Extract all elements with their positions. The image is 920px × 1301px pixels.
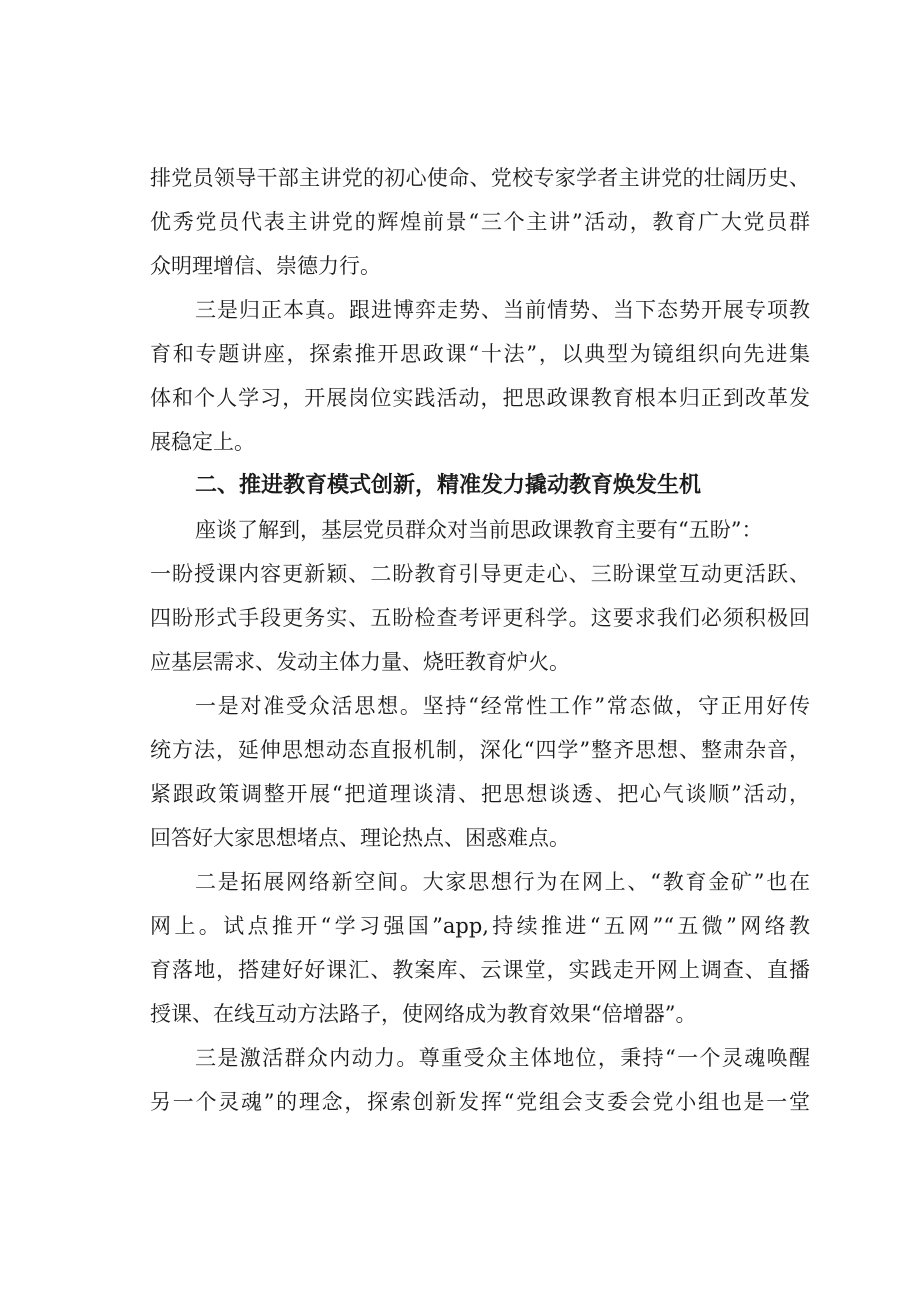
para2-line2: 育和专题讲座，探索推开思政课“十法”，以典型为镜组织向先进集 xyxy=(150,342,810,366)
para6-line1: 三是激活群众内动力。尊重受众主体地位，秉持“一个灵魂唤醒 xyxy=(195,1046,810,1070)
para5-line3: 育落地，搭建好好课汇、教案库、云课堂，实践走开网上调查、直播 xyxy=(150,958,810,982)
para3-line4: 应基层需求、发动主体力量、烧旺教育炉火。 xyxy=(150,650,570,674)
para1-line3: 众明理增信、崇德力行。 xyxy=(150,254,381,278)
section-heading: 二、推进教育模式创新，精准发力撬动教育焕发生机 xyxy=(195,473,702,498)
para4-line3: 紧跟政策调整开展“把道理谈清、把思想谈透、把心气谈顺”活动， xyxy=(150,782,810,806)
para5-line4: 授课、在线互动方法路子，使网络成为教育效果“倍增器”。 xyxy=(150,1002,697,1026)
para3-line3: 四盼形式手段更务实、五盼检查考评更科学。这要求我们必须积极回 xyxy=(150,606,810,630)
para5-line2: 网上。试点推开“学习强国”app,持续推进“五网”“五微”网络教 xyxy=(150,914,810,938)
para4-line4: 回答好大家思想堵点、理论热点、困惑难点。 xyxy=(150,826,570,850)
para6-line2: 另一个灵魂”的理念，探索创新发挥“党组会支委会党小组也是一堂 xyxy=(150,1090,810,1114)
para5-line1: 二是拓展网络新空间。大家思想行为在网上、“教育金矿”也在 xyxy=(195,870,810,894)
para2-line4: 展稳定上。 xyxy=(150,430,255,454)
para3-line1: 座谈了解到，基层党员群众对当前思政课教育主要有“五盼”： xyxy=(195,518,763,542)
para1-line2: 优秀党员代表主讲党的辉煌前景“三个主讲”活动，教育广大党员群 xyxy=(150,210,810,234)
para4-line2: 统方法，延伸思想动态直报机制，深化“四学”整齐思想、整肃杂音， xyxy=(150,738,810,762)
para4-line1: 一是对准受众活思想。坚持“经常性工作”常态做，守正用好传 xyxy=(195,694,810,718)
para2-line1: 三是归正本真。跟进博弈走势、当前情势、当下态势开展专项教 xyxy=(195,298,810,322)
para3-line2: 一盼授课内容更新颖、二盼教育引导更走心、三盼课堂互动更活跃、 xyxy=(150,562,810,586)
para2-line3: 体和个人学习，开展岗位实践活动，把思政课教育根本归正到改革发 xyxy=(150,386,810,410)
para1-line1: 排党员领导干部主讲党的初心使命、党校专家学者主讲党的壮阔历史、 xyxy=(150,166,810,190)
